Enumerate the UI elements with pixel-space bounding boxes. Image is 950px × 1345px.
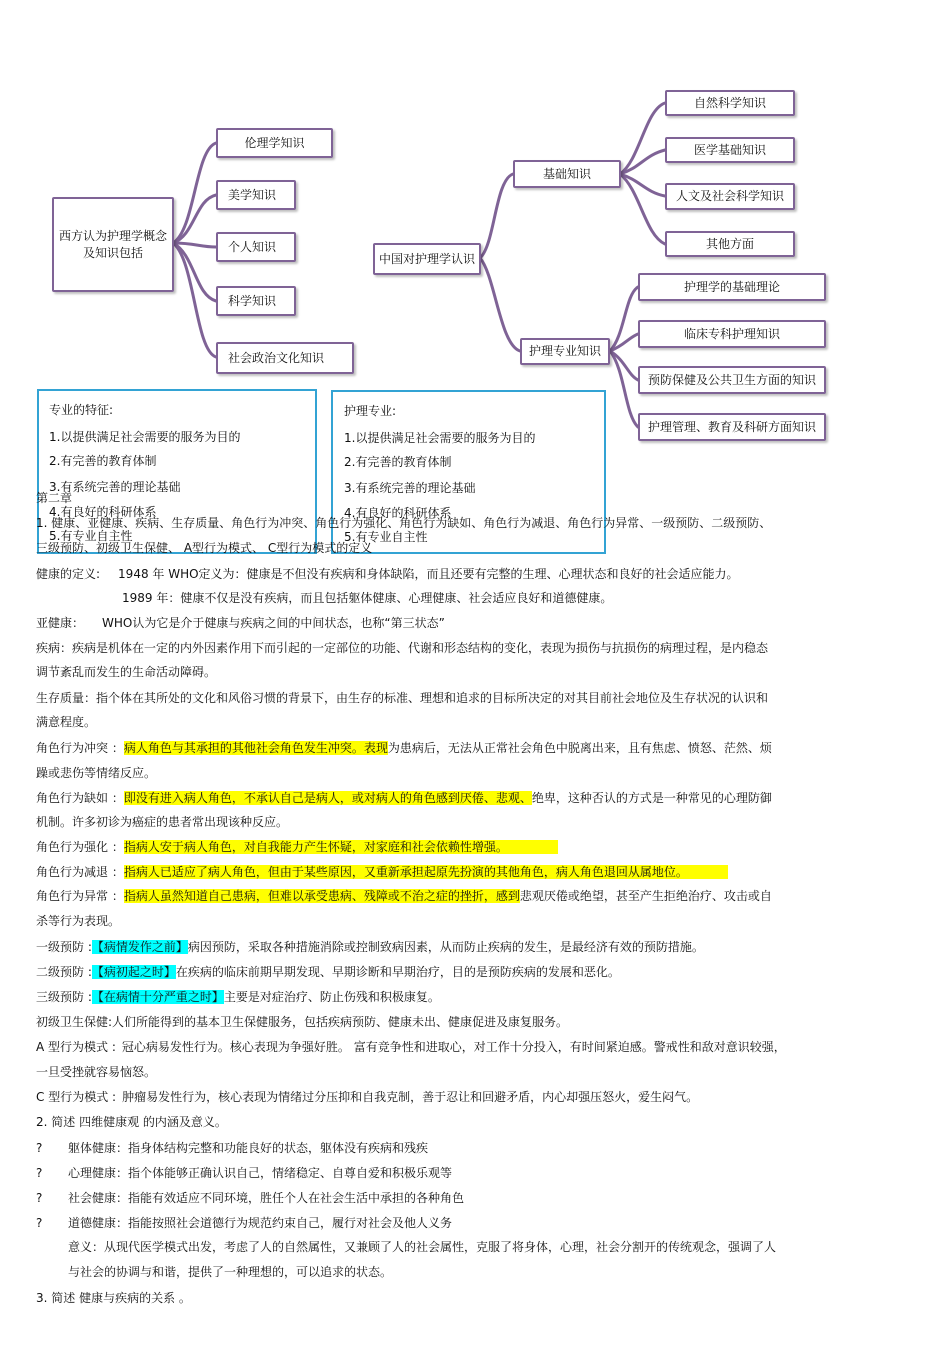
highlighted-text: 【在病情十分严重之时】 — [91, 990, 224, 1004]
chapter-heading: 第二章 — [36, 491, 73, 505]
role-conflict-definition — [36, 740, 772, 756]
highlighted-text: 病人角色与其承担的其他社会角色发生冲突。表现 — [123, 741, 388, 755]
box-right-title: 护理专业: — [344, 404, 397, 418]
box-left-title: 专业的特征: — [49, 403, 114, 417]
dimension-text: 道德健康：指能按照社会道德行为规范约束自己，履行对社会及他人义务 — [68, 1216, 453, 1230]
mindmap-china-node — [638, 413, 826, 441]
primary-prevention — [36, 939, 704, 955]
dimension-text: 社会健康：指能有效适应不同环境，胜任个人在社会生活中承担的各种角色 — [68, 1191, 465, 1205]
highlighted-text: 【病情发作之前】 — [91, 940, 188, 954]
role-lack-definition — [36, 790, 772, 806]
definition-text: 绝卑，这种否认的方式是一种常见的心理防御 — [531, 791, 772, 805]
definition-text: 疾病是机体在一定的内外因素作用下而引起的一定部位的功能、代谢和形态结构的变化，表现为损伤与抗损伤的病理过程，是内稳态 — [72, 641, 769, 655]
definition-text: 肿瘤易发性行为，核心表现为情绪过分压抑和自我克制，善于忍让和回避矛盾，内心却强压怒火，爱生闷气。 — [122, 1090, 699, 1104]
term-label: 角色行为冲突 ： — [36, 741, 124, 755]
dimension-text: 心理健康：指个体能够正确认识自己，情绪稳定、自尊自爱和积极乐观等 — [68, 1166, 453, 1180]
term-label: 健康的定义: — [36, 567, 101, 581]
meaning-line1: 意义：从现代医学模式出发，考虑了人的自然属性，又兼顾了人的社会属性，克服了将身体，心理，社会分割开的传统观念，强调了人 — [68, 1240, 777, 1254]
term-label: 角色行为缺如 ： — [36, 791, 124, 805]
type-c-behavior — [36, 1089, 698, 1105]
box-right-item: 5.有专业自主性 — [344, 530, 428, 544]
mindmap-node-label: 护理管理、教育及科研方面知识 — [647, 419, 816, 434]
term-label: 疾病： — [36, 641, 73, 655]
bullet: ? — [36, 1191, 43, 1205]
definition-text: 为患病后，无法从正常社会角色中脱离出来，且有焦虑、愤怒、茫然、烦 — [387, 741, 772, 755]
dimension-item — [36, 1190, 464, 1206]
disease-definition — [36, 640, 768, 656]
tertiary-prevention — [36, 989, 440, 1005]
box-right-item: 1.以提供满足社会需要的服务为目的 — [344, 431, 536, 445]
role-abnormal-cont: 杀等行为表现。 — [36, 914, 121, 928]
definition-text: 悲观厌倦或绝望，甚至产生拒绝治疗、攻击或自 — [519, 889, 772, 903]
mindmap-node-label: 个人知识 — [228, 239, 277, 254]
term-label: 角色行为强化 ： — [36, 840, 124, 854]
mindmap-west-root — [52, 197, 174, 292]
term-label: 三级预防 : — [36, 990, 92, 1004]
role-abnormal-definition — [36, 888, 772, 904]
mindmap-china-node — [638, 366, 826, 394]
question-1-line2: 三级预防、初级卫生保健、 A型行为模式、 C型行为模式的定义 — [36, 541, 373, 555]
term-label: 亚健康： — [36, 616, 85, 630]
box-left-item: 1.以提供满足社会需要的服务为目的 — [49, 430, 241, 444]
definition-text: 主要是对症治疗、防止伤残和积极康复。 — [223, 990, 440, 1004]
disease-definition-cont: 调节紊乱而发生的生命活动障碍。 — [36, 665, 217, 679]
highlighted-text: 【病初起之时】 — [91, 965, 176, 979]
primary-health-care — [36, 1014, 568, 1030]
mindmap-china-node — [665, 183, 795, 210]
mindmap-china-basic — [513, 160, 621, 188]
mindmap-china-node — [665, 231, 795, 257]
mindmap-node-label: 基础知识 — [542, 166, 591, 181]
highlighted-text: 指病人已适应了病人角色，但由于某些原因，又重新承担起原先扮演的其他角色，病人角色退回从属地位。 — [124, 865, 728, 879]
definition-text: 指个体在其所处的文化和风俗习惯的背景下，由生存的标准、理想和追求的目标所决定的对其目前社会地位及生存状况的认识和 — [96, 691, 769, 705]
meaning-line2: 与社会的协调与和谐，提供了一种理想的，可以追求的状态。 — [68, 1265, 393, 1279]
type-a-behavior-cont: 一旦受挫就容易恼怒。 — [36, 1065, 157, 1079]
mindmap-china-node — [665, 90, 795, 116]
mindmap-node-label: 医学基础知识 — [693, 142, 766, 157]
type-a-behavior — [36, 1039, 786, 1055]
question-3: 3. 简述 健康与疾病的关系 。 — [36, 1291, 191, 1305]
dimension-item — [36, 1215, 452, 1231]
term-label: 初级卫生保健: — [36, 1015, 113, 1029]
term-label: A 型行为模式 : — [36, 1040, 116, 1054]
definition-text: 在疾病的临床前期早期发现、早期诊断和早期治疗，目的是预防疾病的发展和恶化。 — [175, 965, 620, 979]
box-left-item: 4.有良好的科研体系 — [49, 505, 157, 519]
box-left-item: 5.有专业自主性 — [49, 529, 133, 543]
highlighted-text: 即没有进入病人角色，不承认自己是病人，或对病人的角色感到厌倦、悲观、 — [123, 791, 532, 805]
health-definition-1989: 1989 年：健康不仅是没有疾病，而且包括躯体健康、心理健康、社会适应良好和道德健康。 — [122, 591, 613, 605]
question-1-line1: 1. 健康、亚健康、疾病、生存质量、角色行为冲突、角色行为强化、角色行为缺如、角色行为减退、角色行为异常、一级预防、二级预防、 — [36, 516, 772, 530]
box-right-item: 2.有完善的教育体制 — [344, 455, 452, 469]
definition-text: 人们所能得到的基本卫生保健服务，包括疾病预防、健康未出、健康促进及康复服务。 — [112, 1015, 569, 1029]
box-left-item: 3.有系统完善的理论基础 — [49, 480, 181, 494]
dimension-text: 躯体健康：指身体结构完整和功能良好的状态，躯体没有疾病和残疾 — [68, 1141, 429, 1155]
role-conflict-cont: 躁或悲伤等情绪反应。 — [36, 766, 157, 780]
mindmap-west-root-label: 西方认为护理学概念及知识包括 — [58, 229, 167, 260]
mindmap-node-label: 社会政治文化知识 — [228, 350, 325, 365]
definition-text: 冠心病易发性行为。核心表现为争强好胜。 富有竞争性和进取心，对工作十分投入，有时间紧迫感。警戒性和敌对意识较强， — [121, 1040, 786, 1054]
mindmap-west-node — [216, 286, 296, 316]
mindmap-node-label: 临床专科护理知识 — [683, 326, 780, 341]
mindmap-china-root-label: 中国对护理学认识 — [379, 251, 476, 266]
term-label: 二级预防 : — [36, 965, 92, 979]
definition-text: WHO认为它是介于健康与疾病之间的中间状态，也称“第三状态” — [102, 616, 445, 630]
term-label: 角色行为减退 ： — [36, 865, 124, 879]
mindmap-china-professional — [520, 338, 610, 365]
mindmap-node-label: 伦理学知识 — [244, 135, 305, 150]
mindmap-china-node — [638, 273, 826, 301]
bullet: ? — [36, 1141, 43, 1155]
box-right-item: 3.有系统完善的理论基础 — [344, 481, 476, 495]
mindmap-west-node — [216, 342, 354, 374]
mindmap-china-node — [665, 137, 795, 163]
qol-definition — [36, 690, 768, 706]
mindmap-china-root — [373, 243, 481, 275]
mindmap-china-node — [638, 320, 826, 348]
definition-text: 1948 年 WHO定义为：健康是不但没有疾病和身体缺陷，而且还要有完整的生理、心理状态和良好的社会适应能力。 — [118, 567, 739, 581]
dimension-item — [36, 1140, 428, 1156]
mindmap-node-label: 其他方面 — [705, 236, 754, 251]
secondary-prevention — [36, 964, 620, 980]
dimension-item — [36, 1165, 452, 1181]
mindmap-node-label: 人文及社会科学知识 — [675, 189, 784, 204]
health-definition — [36, 566, 739, 582]
subhealth-definition — [36, 615, 445, 631]
highlighted-text: 指病人虽然知道自己患病，但难以承受患病、残障或不治之症的挫折，感到 — [123, 889, 520, 903]
box-left-item: 2.有完善的教育体制 — [49, 454, 157, 468]
term-label: C 型行为模式 : — [36, 1090, 117, 1104]
mindmap-node-label: 预防保健及公共卫生方面的知识 — [647, 372, 816, 387]
term-label: 角色行为异常 ： — [36, 889, 124, 903]
term-label: 一级预防 : — [36, 940, 92, 954]
question-2: 2. 简述 四维健康观 的内涵及意义。 — [36, 1115, 227, 1129]
qol-definition-cont: 满意程度。 — [36, 715, 97, 729]
box-right-item: 4.有良好的科研体系 — [344, 506, 452, 520]
mindmap-node-label: 自然科学知识 — [693, 95, 766, 110]
role-reduce-definition — [36, 864, 728, 880]
mindmap-node-label: 护理学的基础理论 — [683, 279, 780, 294]
role-lack-cont: 机制。许多初诊为癌症的患者常出现该种反应。 — [36, 815, 289, 829]
mindmap-node-label: 科学知识 — [228, 293, 277, 308]
mindmap-node-label: 护理专业知识 — [528, 344, 601, 359]
mindmap-west-node — [216, 180, 296, 210]
mindmap-west-node — [216, 232, 296, 262]
bullet: ? — [36, 1166, 43, 1180]
highlighted-text: 指病人安于病人角色，对自我能力产生怀疑，对家庭和社会依赖性增强。 — [124, 840, 558, 854]
mindmap-west-node — [216, 128, 333, 158]
mindmap-node-label: 美学知识 — [228, 187, 277, 202]
term-label: 生存质量： — [36, 691, 97, 705]
role-strengthen-definition — [36, 839, 558, 855]
definition-text: 病因预防，采取各种措施消除或控制致病因素，从而防止疾病的发生，是最经济有效的预防措施。 — [187, 940, 704, 954]
bullet: ? — [36, 1216, 43, 1230]
